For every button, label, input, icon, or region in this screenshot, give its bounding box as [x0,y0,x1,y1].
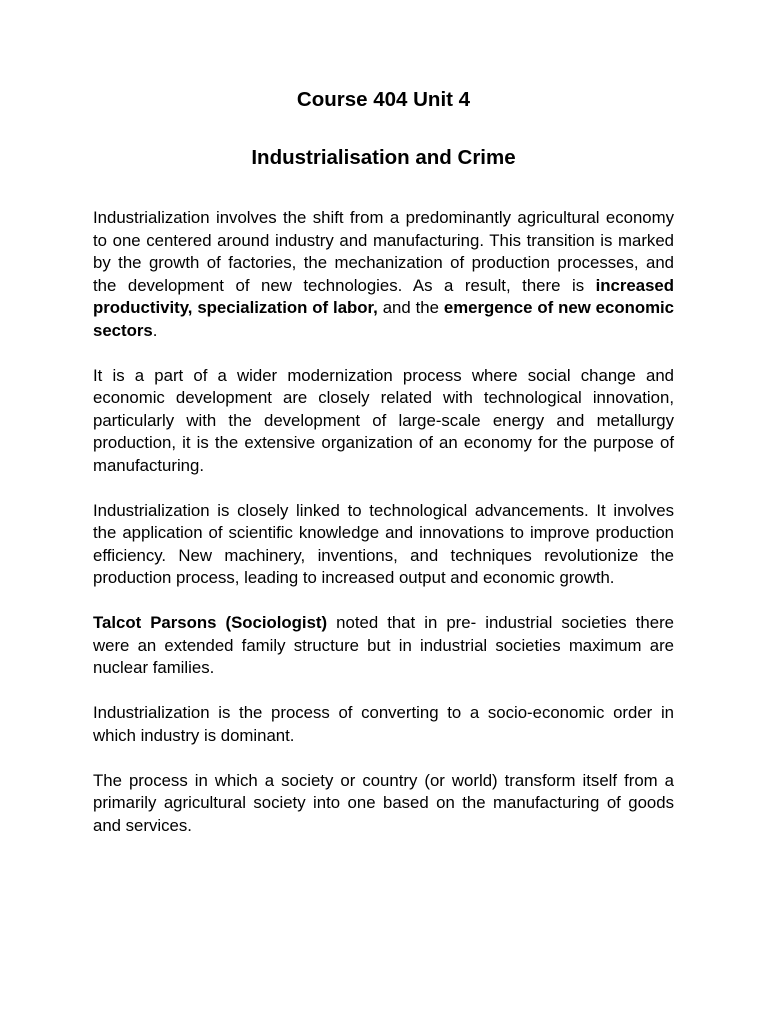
paragraph-1-text-a: Industrialization involves the shift from a predominantly agricultural economy to one centered around industry and manufacturing. This transition is marked by the growth of factories, the mechanization of production processes, and the development of new technologies. As a result, there is [93,208,674,295]
paragraph-6: The process in which a society or country (or world) transform itself from a primarily agricultural society into one based on the manufacturing of goods and services. [93,770,674,835]
paragraph-1-text-c: . [152,320,158,340]
paragraph-1-bold-a: increased productivity, specialization of labor, [93,275,674,317]
document-subtitle: Industrialisation and Crime [251,146,516,169]
paragraph-4-bold: Talcot Parsons (Sociologist) [93,613,328,632]
paragraph-1 [93,207,674,342]
paragraph-3: Industrialization is closely linked to technological advancements. It involves the application of scientific knowledge and innovations to improve production efficiency. New machinery, inventions, and techniques revolutionize the production process, leading to increased output and economic growth. [93,500,674,587]
document-page [93,84,674,837]
paragraph-5: Industrialization is the process of converting to a socio-economic order in which industry is dominant. [93,703,674,745]
paragraph-1-text-b: and the [377,298,444,317]
paragraph-1-bold-b: emergence of new economic sectors [93,298,674,340]
document-title: Course 404 Unit 4 [296,88,471,111]
paragraph-4-text: noted that in pre- industrial societies there were an extended family structure but in industrial societies maximum are nuclear families. [93,613,674,677]
paragraph-4 [93,612,674,680]
paragraph-2: It is a part of a wider modernization process where social change and economic development are closely related with technological innovation, particularly with the development of large-scale energy and metallurgy production, it is the extensive organization of an economy for the purpose of manufacturing. [93,365,674,475]
